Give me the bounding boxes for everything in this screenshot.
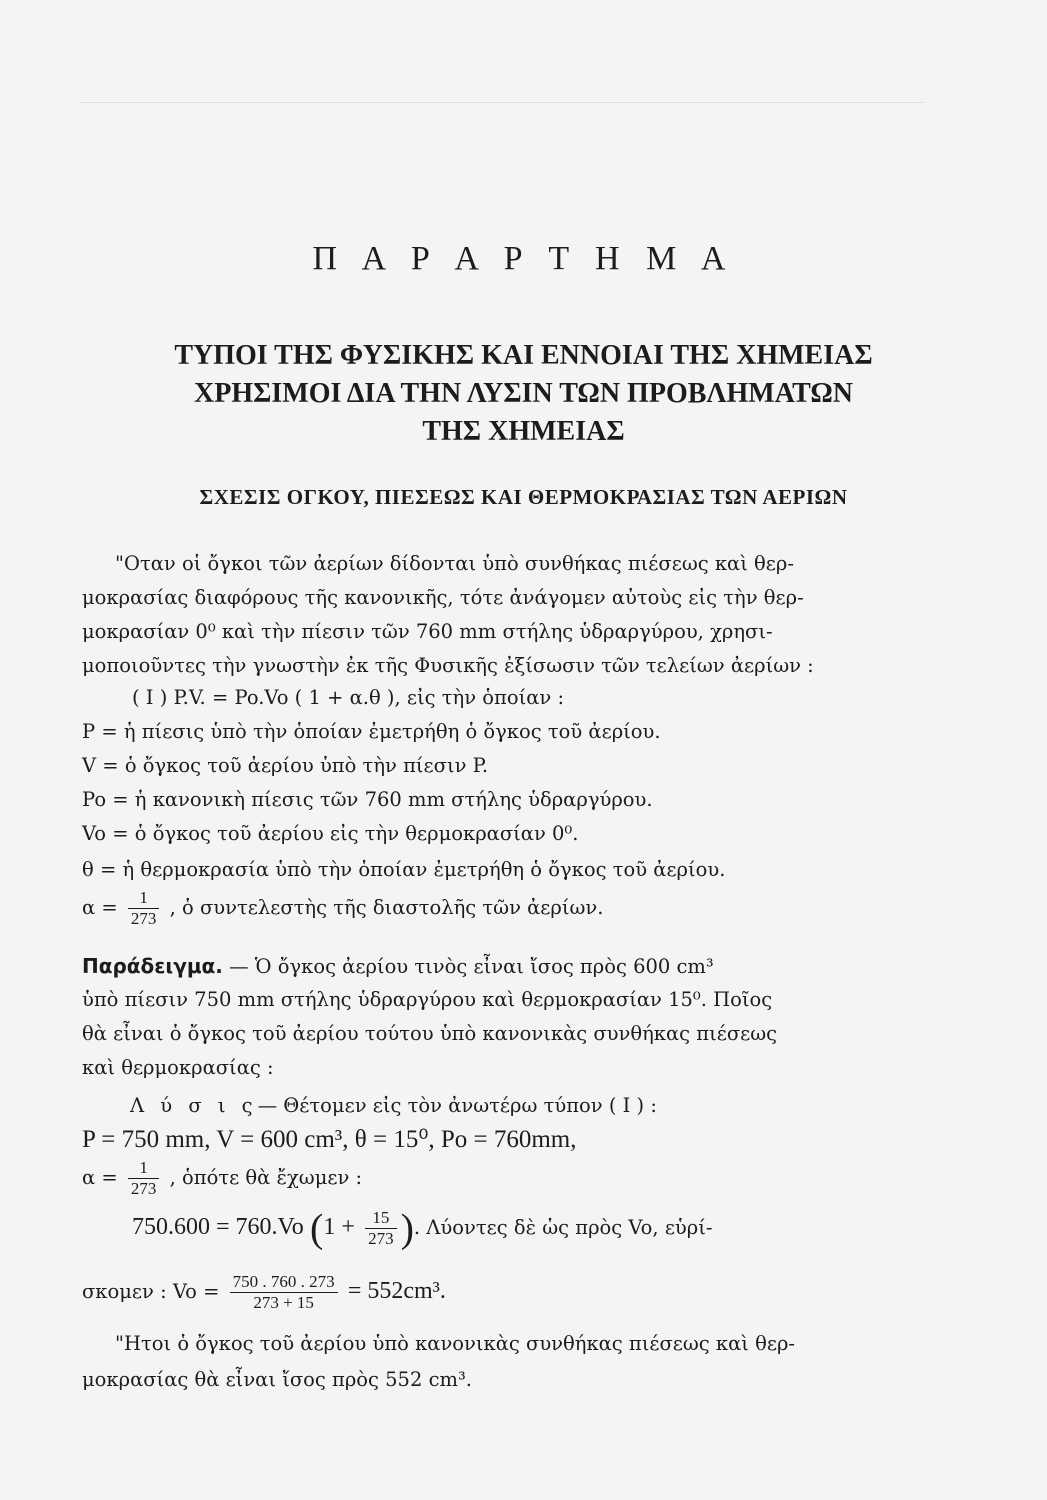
alpha-sub-lhs: α = [82, 1166, 118, 1189]
example-label: Παράδειγμα. [82, 954, 223, 978]
alpha-sub-fraction [128, 1158, 160, 1199]
definition-po: Po = ἡ κανονικὴ πίεσις τῶν 760 mm στήλης ὑδραργύρου. [82, 788, 653, 811]
close-paren: ) [400, 1205, 414, 1251]
equation-denominator: 273 [368, 1229, 394, 1248]
definition-p: P = ἡ πίεσις ὑπὸ τὴν ὁποίαν ἐμετρήθη ὁ ὄγκος τοῦ ἀερίου. [82, 720, 661, 743]
alpha-numerator: 1 [128, 888, 160, 909]
example-text: — Ὁ ὄγκος ἀερίου τινὸς εἶναι ἴσος πρὸς 600 cm³ [222, 955, 714, 978]
solution-label: Λ ύ σ ι ς [130, 1094, 258, 1117]
main-equation [132, 1205, 713, 1251]
result-value: = 552cm³. [347, 1278, 446, 1304]
equation-fraction [365, 1208, 397, 1249]
equation-numerator: 15 [365, 1208, 397, 1229]
definition-theta: θ = ἡ θερμοκρασία ὑπὸ τὴν ὁποίαν ἐμετρήθη ὁ ὄγκος τοῦ ἀερίου. [82, 858, 726, 881]
result-lhs: σκομεν : Vo = [82, 1280, 220, 1303]
section-heading-line-2: ΧΡΗΣΙΜΟΙ ΔΙΑ ΤΗΝ ΛΥΣΙΝ ΤΩΝ ΠΡΟΒΛΗΜΑΤΩΝ [194, 378, 853, 409]
alpha-denominator: 273 [130, 909, 157, 928]
equation-inner: 1 + [323, 1214, 355, 1240]
given-values: P = 750 mm, V = 600 cm³, θ = 15⁰, Po = 760mm, [82, 1126, 577, 1153]
definition-v: V = ὁ ὄγκος τοῦ ἀερίου ὑπὸ τὴν πίεσιν P. [82, 754, 489, 777]
intro-line-1: "Οταν οἱ ὄγκοι τῶν ἀερίων δίδονται ὑπὸ συνθήκας πιέσεως καὶ θερ- [115, 552, 794, 575]
alpha-substitution [82, 1158, 362, 1199]
solution-line [130, 1092, 657, 1120]
solution-text: — Θέτομεν εἰς τὸν ἀνωτέρω τύπον ( I ) : [257, 1094, 657, 1117]
alpha-sub-text: , ὁπότε θὰ ἔχωμεν : [169, 1166, 363, 1189]
subsection-heading: ΣΧΕΣΙΣ ΟΓΚΟΥ, ΠΙΕΣΕΩΣ ΚΑΙ ΘΕΡΜΟΚΡΑΣΙΑΣ ΤΩΝ ΑΕΡΙΩΝ [199, 485, 848, 509]
result-numerator: 750 . 760 . 273 [230, 1272, 338, 1293]
gas-law-formula: ( I ) P.V. = Po.Vo ( 1 + α.θ ), εἰς τὴν ὁποίαν : [132, 686, 565, 709]
intro-line-4: μοποιοῦντες τὴν γνωστὴν ἐκ τῆς Φυσικῆς ἐξίσωσιν τῶν τελείων ἀερίων : [82, 654, 814, 677]
equation-rest: . Λύοντες δὲ ὡς πρὸς Vo, εὑρί- [413, 1216, 713, 1239]
example-line-1 [82, 952, 714, 981]
section-heading-line-3: ΤΗΣ ΧΗΜΕΙΑΣ [422, 416, 625, 447]
conclusion-line-1: "Ητοι ὁ ὄγκος τοῦ ἀερίου ὑπὸ κανονικὰς συνθήκας πιέσεως καὶ θερ- [115, 1332, 796, 1355]
appendix-title: Π Α Ρ Α Ρ Τ Η Μ Α [312, 240, 735, 277]
result-fraction [230, 1272, 338, 1313]
example-line-2: ὑπὸ πίεσιν 750 mm στήλης ὑδραργύρου καὶ θερμοκρασίαν 15⁰. Ποῖος [82, 988, 773, 1011]
section-heading-line-1: ΤΥΠΟΙ ΤΗΣ ΦΥΣΙΚΗΣ ΚΑΙ ΕΝΝΟΙΑΙ ΤΗΣ ΧΗΜΕΙΑΣ [174, 340, 873, 371]
alpha-sub-numerator: 1 [128, 1158, 160, 1179]
intro-line-3: μοκρασίαν 0⁰ καὶ τὴν πίεσιν τῶν 760 mm στήλης ὑδραργύρου, χρησι- [82, 620, 773, 643]
alpha-definition [82, 888, 603, 929]
alpha-fraction [128, 888, 160, 929]
example-line-4: καὶ θερμοκρασίας : [82, 1056, 274, 1079]
intro-line-2: μοκρασίας διαφόρους τῆς κανονικῆς, τότε ἀνάγομεν αὐτοὺς εἰς τὴν θερ- [82, 586, 804, 609]
show-through-rule [80, 102, 925, 103]
result-denominator: 273 + 15 [253, 1293, 314, 1312]
equation-lhs: 750.600 = 760.Vo [132, 1214, 304, 1240]
alpha-description: , ὁ συντελεστὴς τῆς διαστολῆς τῶν ἀερίων. [169, 896, 604, 919]
definition-vo: Vo = ὁ ὄγκος τοῦ ἀερίου εἰς τὴν θερμοκρασίαν 0⁰. [82, 822, 579, 845]
alpha-lhs: α = [82, 896, 118, 919]
open-paren: ( [309, 1205, 324, 1251]
example-line-3: θὰ εἶναι ὁ ὄγκος τοῦ ἀερίου τούτου ὑπὸ κανονικὰς συνθήκας πιέσεως [82, 1022, 778, 1045]
result-equation [82, 1272, 446, 1313]
alpha-sub-denominator: 273 [130, 1179, 157, 1198]
conclusion-line-2: μοκρασίας θὰ εἶναι ἴσος πρὸς 552 cm³. [82, 1368, 472, 1391]
